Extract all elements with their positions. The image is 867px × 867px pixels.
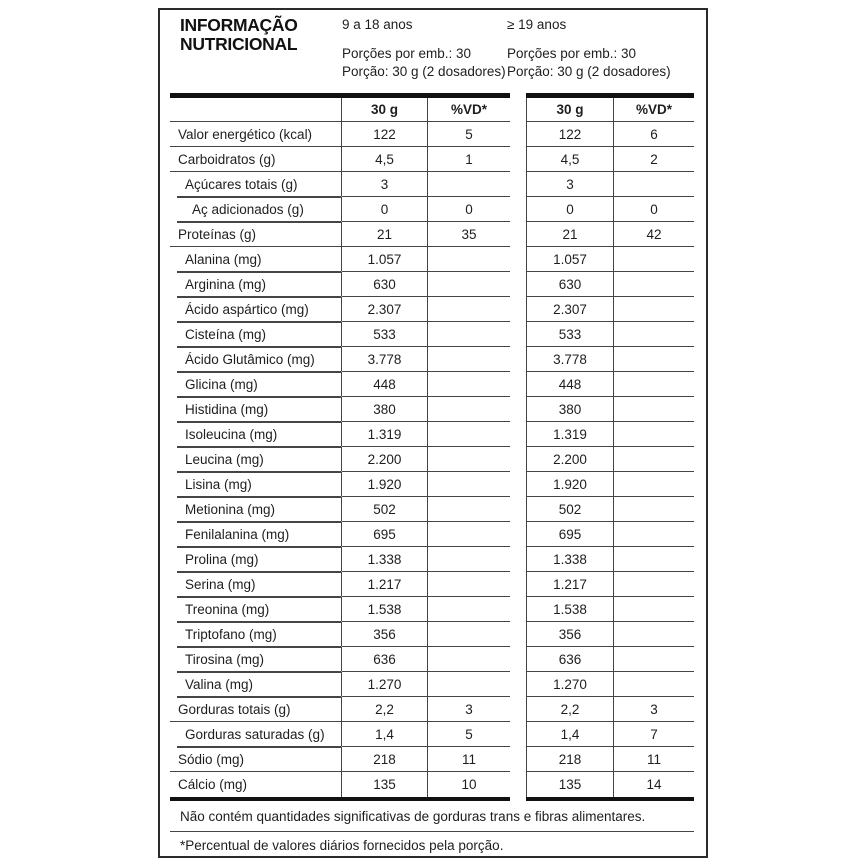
- value-amount-group2: 1.270: [526, 672, 614, 697]
- header-amount-group2: 30 g: [526, 98, 614, 122]
- table-row: [170, 122, 694, 147]
- header-dv-group1: %VD*: [428, 98, 510, 122]
- column-gap: [510, 647, 526, 672]
- value-amount-group2: 218: [526, 747, 614, 772]
- value-amount-group1: 3.778: [342, 347, 428, 372]
- column-gap: [510, 422, 526, 447]
- value-dv-group1: 10: [461, 777, 477, 792]
- row-label: Ácido aspártico (mg): [170, 297, 342, 322]
- value-amount-group1: 356: [342, 622, 428, 647]
- value-amount-group2: 380: [526, 397, 614, 422]
- row-label: Ácido Glutâmico (mg): [170, 347, 342, 372]
- table-row: [170, 597, 694, 622]
- column-gap: [510, 497, 526, 522]
- table-row: [170, 722, 694, 747]
- value-amount-group1: 380: [342, 397, 428, 422]
- value-dv-group1: [428, 497, 510, 522]
- value-dv-group1: [428, 522, 510, 547]
- row-label: Cálcio (mg): [170, 772, 342, 797]
- value-amount-group1: 2.307: [342, 297, 428, 322]
- column-gap: [510, 247, 526, 272]
- table-row: [170, 372, 694, 397]
- row-label: Carboidratos (g): [170, 147, 342, 172]
- row-label: Fenilalanina (mg): [170, 522, 342, 547]
- column-gap: [510, 222, 526, 247]
- table-body: [170, 122, 694, 797]
- value-amount-group1: 448: [342, 372, 428, 397]
- value-dv-group2: 0: [614, 197, 694, 222]
- value-amount-group1: 0: [342, 197, 428, 222]
- value-amount-group2: 1.538: [526, 597, 614, 622]
- value-dv-group2: 2: [614, 147, 694, 172]
- value-dv-group1: 0: [428, 197, 510, 222]
- row-label: Alanina (mg): [170, 247, 342, 272]
- daily-value-note: *Percentual de valores diários fornecidos pela porção.: [180, 838, 504, 853]
- value-dv-group2: [614, 547, 694, 572]
- value-dv-group2: [614, 472, 694, 497]
- value-amount-group1: 1.338: [342, 547, 428, 572]
- value-amount-group1: 630: [342, 272, 428, 297]
- value-dv-group1: [428, 597, 510, 622]
- value-amount-group2: 695: [526, 522, 614, 547]
- row-label: Glicina (mg): [170, 372, 342, 397]
- table-row: [170, 347, 694, 372]
- value-dv-group2: [614, 597, 694, 622]
- value-amount-group1: 218: [342, 747, 428, 772]
- value-dv-group1: [428, 447, 510, 472]
- value-amount-group2: 2,2: [526, 697, 614, 722]
- table-row: [170, 522, 694, 547]
- value-dv-group1: [428, 647, 510, 672]
- age-group-2-servings: Porções por emb.: 30: [507, 46, 637, 61]
- value-dv-group1: [428, 422, 510, 447]
- value-amount-group1: 21: [342, 222, 428, 247]
- row-label: Proteínas (g): [170, 222, 342, 247]
- age-group-2-portion: Porção: 30 g (2 dosadores): [507, 64, 671, 79]
- row-label: Açúcares totais (g): [170, 172, 342, 197]
- value-amount-group1: 695: [342, 522, 428, 547]
- value-amount-group1: 2,2: [342, 697, 428, 722]
- value-dv-group1: 3: [428, 697, 510, 722]
- row-label: Sódio (mg): [170, 747, 342, 772]
- value-amount-group2: 1.057: [526, 247, 614, 272]
- value-amount-group2: 1.217: [526, 572, 614, 597]
- table-row: [170, 322, 694, 347]
- value-dv-group1: [428, 572, 510, 597]
- table-row: [170, 547, 694, 572]
- bottom-rule-right-block: [526, 797, 694, 801]
- header-amount-group1: 30 g: [342, 98, 428, 122]
- value-dv-group2: [614, 672, 694, 697]
- table-row: [170, 297, 694, 322]
- value-dv-group1: [428, 372, 510, 397]
- table-row: [170, 222, 694, 247]
- value-dv-group1: 5: [428, 722, 510, 747]
- row-label: Histidina (mg): [170, 397, 342, 422]
- value-dv-group1: [428, 622, 510, 647]
- table-row: [170, 747, 694, 772]
- value-amount-group2: 122: [526, 122, 614, 147]
- value-amount-group1: 1.920: [342, 472, 428, 497]
- table-header-row: [170, 98, 694, 122]
- value-dv-group2: [614, 322, 694, 347]
- table-row: [170, 397, 694, 422]
- value-amount-group2: 356: [526, 622, 614, 647]
- value-dv-group2: 42: [614, 222, 694, 247]
- value-dv-group1: [428, 297, 510, 322]
- value-dv-group2: 3: [614, 697, 694, 722]
- column-gap: [510, 772, 526, 797]
- value-amount-group2: 1.920: [526, 472, 614, 497]
- nutrition-label: [158, 8, 708, 858]
- value-amount-group1: 135: [342, 772, 428, 797]
- column-gap: [510, 197, 526, 222]
- value-dv-group1: 1: [428, 147, 510, 172]
- value-dv-group2: 6: [614, 122, 694, 147]
- value-amount-group2: 0: [526, 197, 614, 222]
- row-label: Triptofano (mg): [170, 622, 342, 647]
- value-dv-group2: 11: [614, 747, 694, 772]
- value-dv-group2: [614, 372, 694, 397]
- age-group-1-range: 9 a 18 anos: [342, 17, 413, 32]
- value-amount-group2: 448: [526, 372, 614, 397]
- nutrition-table: [170, 93, 694, 801]
- value-dv-group2: [614, 172, 694, 197]
- column-gap: [510, 597, 526, 622]
- value-dv-group1: 11: [428, 747, 510, 772]
- table-row: [170, 772, 694, 797]
- value-amount-group2: 502: [526, 497, 614, 522]
- value-amount-group1: 2.200: [342, 447, 428, 472]
- column-gap: [510, 147, 526, 172]
- row-label: Valina (mg): [170, 672, 342, 697]
- table-row: [170, 172, 694, 197]
- row-label: Gorduras totais (g): [170, 697, 342, 722]
- table-row: [170, 422, 694, 447]
- table-row: [170, 672, 694, 697]
- table-row: [170, 147, 694, 172]
- table-row: [170, 247, 694, 272]
- value-dv-group2: [614, 647, 694, 672]
- value-amount-group1: 4,5: [342, 147, 428, 172]
- value-amount-group1: 122: [342, 122, 428, 147]
- value-amount-group1: 1.319: [342, 422, 428, 447]
- table-row: [170, 572, 694, 597]
- value-dv-group1: [428, 397, 510, 422]
- value-amount-group1: 1.538: [342, 597, 428, 622]
- table-row: [170, 497, 694, 522]
- column-gap: [510, 322, 526, 347]
- value-dv-group1: [428, 247, 510, 272]
- value-dv-group2: [614, 622, 694, 647]
- value-dv-group2: [614, 247, 694, 272]
- value-dv-group1: [428, 172, 510, 197]
- column-gap: [510, 272, 526, 297]
- value-dv-group1: [428, 347, 510, 372]
- value-dv-group2: [614, 497, 694, 522]
- value-dv-group2: [614, 572, 694, 597]
- value-dv-group1: [428, 547, 510, 572]
- value-amount-group2: 135: [526, 772, 614, 797]
- value-dv-group2: [614, 272, 694, 297]
- value-dv-group2: 14: [646, 777, 662, 792]
- value-dv-group1: [428, 272, 510, 297]
- value-amount-group2: 1.338: [526, 547, 614, 572]
- row-label: Serina (mg): [170, 572, 342, 597]
- value-amount-group2: 533: [526, 322, 614, 347]
- age-group-1-servings: Porções por emb.: 30: [342, 46, 472, 61]
- row-label: Arginina (mg): [170, 272, 342, 297]
- table-row: [170, 622, 694, 647]
- value-amount-group2: 636: [526, 647, 614, 672]
- row-label: Gorduras saturadas (g): [170, 722, 342, 747]
- column-gap: [510, 172, 526, 197]
- row-label: Leucina (mg): [170, 447, 342, 472]
- table-row: [170, 647, 694, 672]
- column-gap: [510, 572, 526, 597]
- column-gap: [510, 98, 526, 122]
- value-dv-group1: [428, 672, 510, 697]
- value-amount-group1: 1.057: [342, 247, 428, 272]
- column-gap: [510, 522, 526, 547]
- column-gap: [510, 297, 526, 322]
- column-gap: [510, 347, 526, 372]
- column-gap: [510, 447, 526, 472]
- value-dv-group1: 5: [428, 122, 510, 147]
- value-dv-group2: [614, 522, 694, 547]
- column-gap: [510, 722, 526, 747]
- table-row: [170, 472, 694, 497]
- row-label: Lisina (mg): [170, 472, 342, 497]
- row-label: Isoleucina (mg): [170, 422, 342, 447]
- column-gap: [510, 547, 526, 572]
- value-amount-group1: 533: [342, 322, 428, 347]
- age-group-2-range: ≥ 19 anos: [507, 17, 567, 32]
- row-label: Metionina (mg): [170, 497, 342, 522]
- value-amount-group2: 2.200: [526, 447, 614, 472]
- value-amount-group2: 21: [526, 222, 614, 247]
- table-row: [170, 447, 694, 472]
- value-amount-group2: 2.307: [526, 297, 614, 322]
- table-row: [170, 197, 694, 222]
- value-amount-group1: 1.217: [342, 572, 428, 597]
- trans-fat-fiber-note: Não contém quantidades significativas de gorduras trans e fibras alimentares.: [170, 803, 694, 832]
- value-dv-group1: [428, 322, 510, 347]
- label-title: INFORMAÇÃO NUTRICIONAL: [180, 15, 298, 54]
- column-gap: [510, 622, 526, 647]
- row-label: Prolina (mg): [170, 547, 342, 572]
- column-gap: [510, 697, 526, 722]
- row-label: Cisteína (mg): [170, 322, 342, 347]
- value-amount-group2: 630: [526, 272, 614, 297]
- value-dv-group2: 7: [614, 722, 694, 747]
- header-dv-group2: %VD*: [614, 98, 694, 122]
- value-amount-group1: 1.270: [342, 672, 428, 697]
- table-row: [170, 272, 694, 297]
- table-row: [170, 697, 694, 722]
- header-empty-cell: [170, 98, 342, 122]
- value-amount-group2: 4,5: [526, 147, 614, 172]
- value-amount-group2: 3.778: [526, 347, 614, 372]
- footnotes: [170, 803, 694, 853]
- row-label: Tirosina (mg): [170, 647, 342, 672]
- value-amount-group1: 502: [342, 497, 428, 522]
- bottom-rule-left-block: [170, 797, 510, 801]
- value-dv-group2: [614, 347, 694, 372]
- value-amount-group1: 1,4: [342, 722, 428, 747]
- age-group-1-portion: Porção: 30 g (2 dosadores): [342, 64, 506, 79]
- table-bottom-rule: [170, 797, 694, 801]
- column-gap: [510, 747, 526, 772]
- value-amount-group2: 1.319: [526, 422, 614, 447]
- value-dv-group1: [428, 472, 510, 497]
- value-amount-group2: 3: [526, 172, 614, 197]
- value-amount-group2: 1,4: [526, 722, 614, 747]
- row-label: Valor energético (kcal): [170, 122, 342, 147]
- value-dv-group2: [614, 297, 694, 322]
- column-gap: [510, 372, 526, 397]
- column-gap: [510, 122, 526, 147]
- value-dv-group2: [614, 397, 694, 422]
- row-label: Treonina (mg): [170, 597, 342, 622]
- column-gap: [510, 672, 526, 697]
- value-dv-group2: [614, 447, 694, 472]
- age-group-2-info: [507, 17, 671, 81]
- column-gap: [510, 397, 526, 422]
- value-amount-group1: 636: [342, 647, 428, 672]
- value-dv-group2: [614, 422, 694, 447]
- value-amount-group1: 3: [342, 172, 428, 197]
- row-label: Aç adicionados (g): [170, 197, 342, 222]
- value-dv-group1: 35: [428, 222, 510, 247]
- column-gap: [510, 472, 526, 497]
- age-group-1-info: [342, 17, 506, 81]
